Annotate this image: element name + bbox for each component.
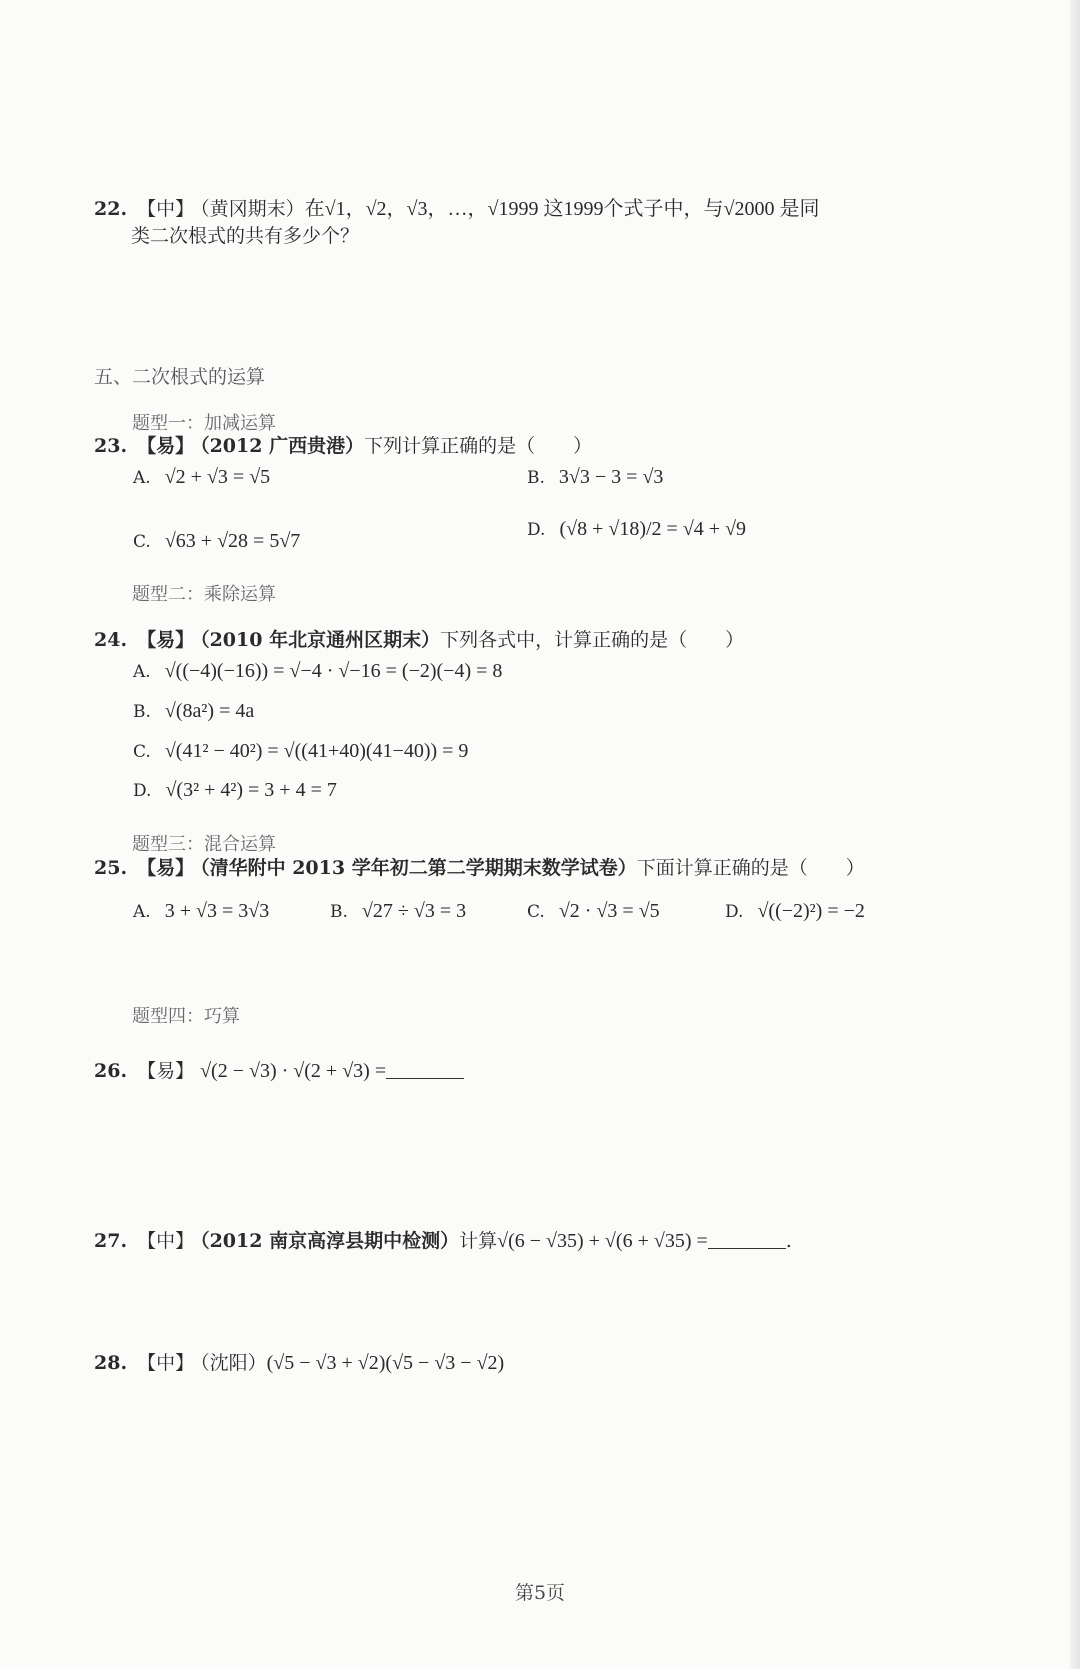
- option-expr: √(41² − 40²) = √((41+40)(41−40)) = 9: [164, 740, 469, 762]
- option-d: [527, 518, 746, 541]
- question-text-line1: 在√1，√2，√3，…，√1999 这1999个式子中，与√2000 是同: [304, 198, 820, 220]
- option-expr: 3 + √3 = 3√3: [164, 900, 270, 922]
- question-number: 23.: [94, 435, 128, 457]
- option-b: [133, 700, 254, 723]
- question-source: （2012 南京高淳县期中检测）: [200, 1230, 460, 1252]
- question-number: 27.: [94, 1230, 128, 1252]
- question-number: 24.: [94, 629, 128, 651]
- option-expr: √63 + √28 = 5√7: [164, 530, 301, 552]
- answer-blank[interactable]: [708, 1232, 786, 1249]
- option-c: [527, 900, 660, 923]
- question-expr: (√5 − √3 + √2)(√5 − √3 − √2): [266, 1352, 505, 1374]
- difficulty-tag: 【中】: [137, 1352, 195, 1374]
- question-27: [94, 1228, 792, 1254]
- option-expr: √((−2)²) = −2: [757, 900, 865, 922]
- option-label: C.: [527, 901, 545, 922]
- question-number: 25.: [94, 857, 128, 879]
- option-c: [133, 530, 300, 553]
- type-heading-2: 题型二：乘除运算: [132, 584, 276, 605]
- option-label: C.: [133, 741, 151, 762]
- difficulty-tag: 【易】: [137, 435, 195, 457]
- question-expr: √(6 − √35) + √(6 + √35) =: [497, 1230, 708, 1252]
- option-a: [133, 900, 269, 923]
- option-label: A.: [133, 467, 151, 488]
- question-pre: 计算: [459, 1230, 498, 1252]
- option-label: A.: [133, 661, 151, 682]
- option-label: D.: [725, 901, 744, 922]
- difficulty-tag: 【中】: [137, 1230, 195, 1252]
- option-d: [133, 779, 337, 802]
- option-d: [725, 900, 865, 923]
- question-26: [94, 1058, 464, 1084]
- option-label: C.: [133, 531, 151, 552]
- question-source: （2012 广西贵港）: [200, 435, 365, 457]
- option-expr: √27 ÷ √3 = 3: [361, 900, 467, 922]
- option-expr: √(3² + 4²) = 3 + 4 = 7: [165, 779, 337, 801]
- option-c: [133, 740, 468, 763]
- type-heading-3: 题型三：混合运算: [132, 834, 276, 855]
- type-heading-4: 题型四：巧算: [132, 1006, 240, 1027]
- question-number: 28.: [94, 1352, 128, 1374]
- difficulty-tag: 【易】: [137, 629, 195, 651]
- option-label: D.: [133, 780, 152, 801]
- option-a: [133, 660, 502, 683]
- question-number: 22.: [94, 198, 128, 220]
- option-label: D.: [527, 519, 546, 540]
- difficulty-tag: 【中】: [137, 198, 195, 220]
- question-source: （沈阳）: [200, 1352, 267, 1374]
- section-title: 五、二次根式的运算: [94, 366, 266, 388]
- option-label: A.: [133, 901, 151, 922]
- question-expr: √(2 − √3) · √(2 + √3) =: [200, 1060, 387, 1082]
- question-source: （黄冈期末）: [200, 198, 305, 220]
- question-stem: 下列各式中，计算正确的是（ ）: [440, 629, 745, 651]
- option-b: [527, 466, 663, 489]
- answer-blank[interactable]: [386, 1062, 464, 1079]
- option-b: [330, 900, 466, 923]
- option-label: B.: [133, 701, 151, 722]
- option-label: B.: [330, 901, 348, 922]
- question-suffix: .: [785, 1230, 792, 1252]
- question-22-line2: 类二次根式的共有多少个？: [131, 225, 360, 247]
- difficulty-tag: 【易】: [137, 1060, 195, 1082]
- option-expr: (√8 + √18)/2 = √4 + √9: [559, 518, 747, 540]
- question-number: 26.: [94, 1060, 128, 1082]
- question-source: （清华附中 2013 学年初二第二学期期末数学试卷）: [200, 857, 637, 879]
- option-expr: 3√3 − 3 = √3: [558, 466, 664, 488]
- question-stem: 下列计算正确的是（ ）: [364, 435, 593, 457]
- option-a: [133, 466, 270, 489]
- question-23: [94, 433, 592, 459]
- question-source: （2010 年北京通州区期末）: [200, 629, 441, 651]
- question-28: [94, 1350, 504, 1376]
- option-label: B.: [527, 467, 545, 488]
- difficulty-tag: 【易】: [137, 857, 195, 879]
- page-number: 第5页: [514, 1582, 566, 1604]
- question-24: [94, 627, 744, 653]
- question-25: [94, 855, 865, 881]
- option-expr: √((−4)(−16)) = √−4 · √−16 = (−2)(−4) = 8: [164, 660, 503, 682]
- question-stem: 下面计算正确的是（ ）: [636, 857, 865, 879]
- type-heading-1: 题型一：加减运算: [132, 413, 276, 434]
- option-expr: √2 + √3 = √5: [164, 466, 271, 488]
- option-expr: √2 · √3 = √5: [558, 900, 660, 922]
- page-edge: [1070, 0, 1080, 1669]
- option-expr: √(8a²) = 4a: [164, 700, 255, 722]
- question-22: [94, 196, 819, 222]
